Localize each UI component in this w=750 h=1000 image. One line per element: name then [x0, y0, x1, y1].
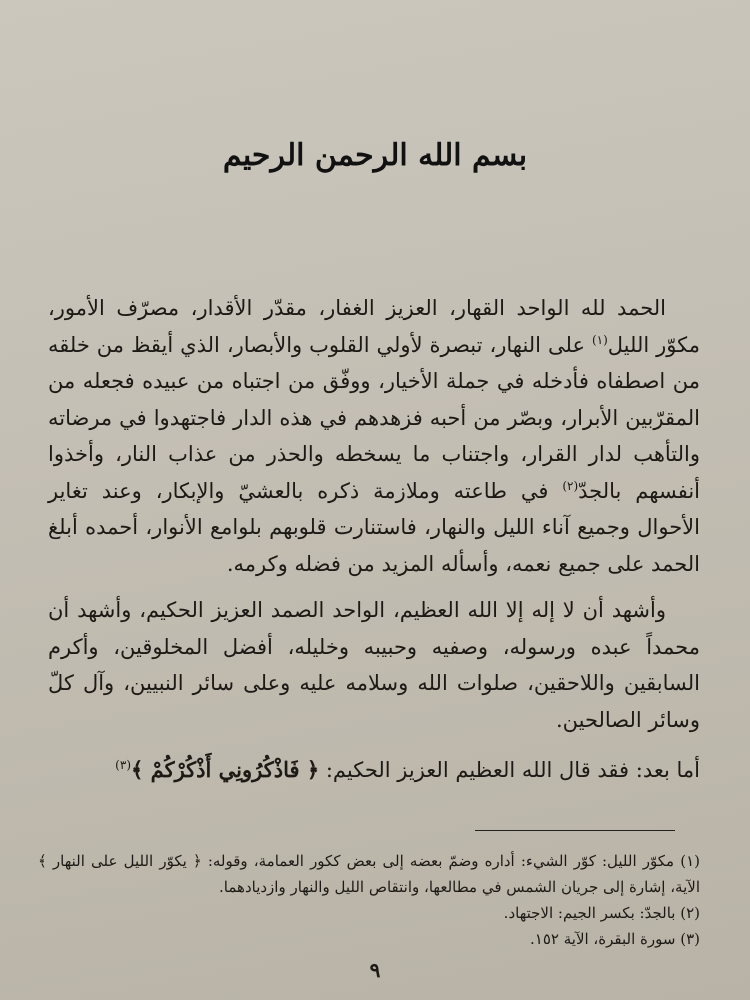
footnote-divider: [475, 830, 675, 831]
footnote-2: (٢) بالجدّ: بكسر الجيم: الاجتهاد.: [503, 904, 700, 922]
paragraph-praise-part-3: في طاعته وملازمة ذكره بالعشيّ والإبكار، وعند تغاير الأحوال وجميع آناء الليل والنهار، فاستنارت قلوبهم بلوامع الأنوار، أحمده أبلغ الحمد على جميع نعمه، وأسأله المزيد من فضله وكرمه.: [48, 478, 700, 576]
paragraph-testimony: وأشهد أن لا إله إلا الله العظيم، الواحد الصمد العزيز الحكيم، وأشهد أن محمداً عبده ورسوله، وصفيه وحبيبه وخليله، أفضل المخلوقين، وأكرم السابقين واللاحقين، صلوات الله وسلامه عليه وعلى سائر النبيين، وآل كلّ وسائر الصالحين.: [48, 598, 700, 732]
footnote-1: (١) مكوّر الليل: كوّر الشيء: أداره وضمّ بعضه إلى بعض ككور العمامة، وقوله: ﴿ يكوّر الليل على النهار ﴾ الآية، إشارة إلى جريان الشمس في مطالعها، وانتقاص الليل والنهار وازديادهما.: [38, 852, 700, 896]
footnote-ref-1: (١): [591, 332, 608, 347]
footnotes-section: [38, 848, 700, 952]
paragraph-amma-bad: [48, 752, 700, 789]
paragraph-praise-part-1: الحمد لله الواحد القهار، العزيز الغفار، مقدّر الأقدار، مصرّف الأمور، مكوّر الليل: [48, 296, 700, 357]
quran-verse: ﴿ فَاذْكُرُونِي أَذْكُرْكُمْ ﴾: [131, 757, 320, 782]
amma-bad-text: أما بعد: فقد قال الله العظيم العزيز الحكيم:: [319, 758, 700, 782]
footnote-ref-3: (٣): [115, 758, 131, 772]
footnote-3: (٣) سورة البقرة، الآية ١٥٢.: [530, 930, 700, 948]
paragraph-praise-part-2: على النهار، تبصرة لأولي القلوب والأبصار، الذي أيقظ من خلقه من اصطفاه فأدخله في جملة الأخيار، ووفّق من اجتباه من عبيده فجعله من المقرّبين الأبرار، وبصّر من أحبه فزهدهم في هذه الدار فاجتهدوا في مرضاته والتأهب لدار القرار، واجتناب ما يسخطه والحذر من عذاب النار، وأخذوا أنفسهم بالجدّ: [48, 332, 701, 503]
paragraph-praise: [48, 290, 700, 582]
basmala-heading: بسم الله الرحمن الرحيم: [222, 138, 528, 173]
footnote-ref-2: (٢): [562, 478, 579, 493]
page-number: ٩: [369, 958, 381, 982]
